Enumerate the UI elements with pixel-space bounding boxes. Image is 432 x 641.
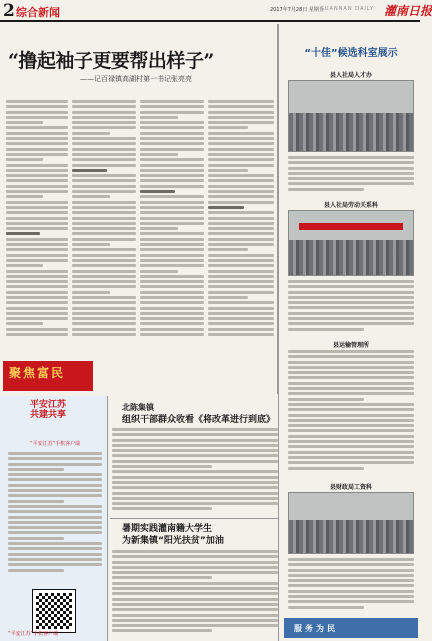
- article2-kicker: 北陈集镇: [122, 403, 154, 412]
- article-divider: [110, 518, 278, 519]
- article-body-column-4: [208, 100, 274, 350]
- ad-title-line2: 共建共享: [30, 410, 67, 420]
- article3-title: [122, 523, 224, 547]
- section-title: 综合新闻: [16, 6, 60, 19]
- ad-title: [30, 400, 66, 420]
- promo-banner-left-text: 聚焦富民: [9, 366, 66, 380]
- promo-banner-right-text: 服务为民: [294, 624, 338, 633]
- sidebar-item-2-title: 县人社局劳动关系科: [323, 202, 378, 209]
- sidebar-item-3-text: [288, 350, 414, 475]
- ad-subtitle: “平安江苏”手机客户端: [30, 441, 81, 447]
- qr-code[interactable]: [33, 590, 75, 632]
- ad-footer: “平安江苏”手机客户端: [8, 631, 59, 637]
- sidebar-item-2-text: [288, 280, 414, 335]
- sidebar-item-2-photo: [288, 210, 414, 276]
- sidebar-item-4-photo: [288, 492, 414, 554]
- sidebar-title: “十佳”候选科室展示: [304, 48, 398, 59]
- article3-body: [112, 550, 278, 638]
- masthead: [0, 0, 432, 22]
- article-body-column-3: [140, 100, 204, 350]
- article-body-column-1: [6, 100, 68, 350]
- article3-title-line2: 为新集镇“阳光扶贫”加油: [122, 536, 224, 546]
- main-subhead: ——记百禄镇高湖村第一书记张亮亮: [80, 75, 192, 83]
- paper-name-logo: 灌南日报: [384, 4, 432, 18]
- main-headline: “撸起袖子更要帮出样子”: [8, 50, 214, 72]
- article3-title-line1: 暑期实践灌南籍大学生: [122, 524, 213, 534]
- article2-body: [112, 428, 278, 516]
- column-divider: [278, 24, 279, 641]
- sidebar-item-1-title: 县人社局人才办: [329, 72, 372, 79]
- promo-banner-left: [3, 361, 93, 391]
- article2-title: 组织干部群众收看《将改革进行到底》: [122, 415, 276, 425]
- ad-title-line1: 平安江苏: [30, 400, 67, 410]
- paper-name-english: GUANNAN DAILY: [320, 6, 375, 12]
- article-body-column-2: [72, 100, 136, 350]
- page-number: 2: [3, 1, 15, 21]
- sidebar-item-4-text: [288, 558, 414, 614]
- ad-body: [8, 452, 102, 582]
- sidebar-item-4-title: 县财政局工资科: [329, 484, 372, 491]
- promo-banner-right: [284, 618, 418, 638]
- sidebar-item-3-title: 县运输管理所: [332, 342, 369, 349]
- issue-date: 2017年7月28日 星期五: [270, 7, 324, 13]
- sidebar-item-1-text: [288, 156, 414, 194]
- sidebar-item-1-photo: [288, 80, 414, 152]
